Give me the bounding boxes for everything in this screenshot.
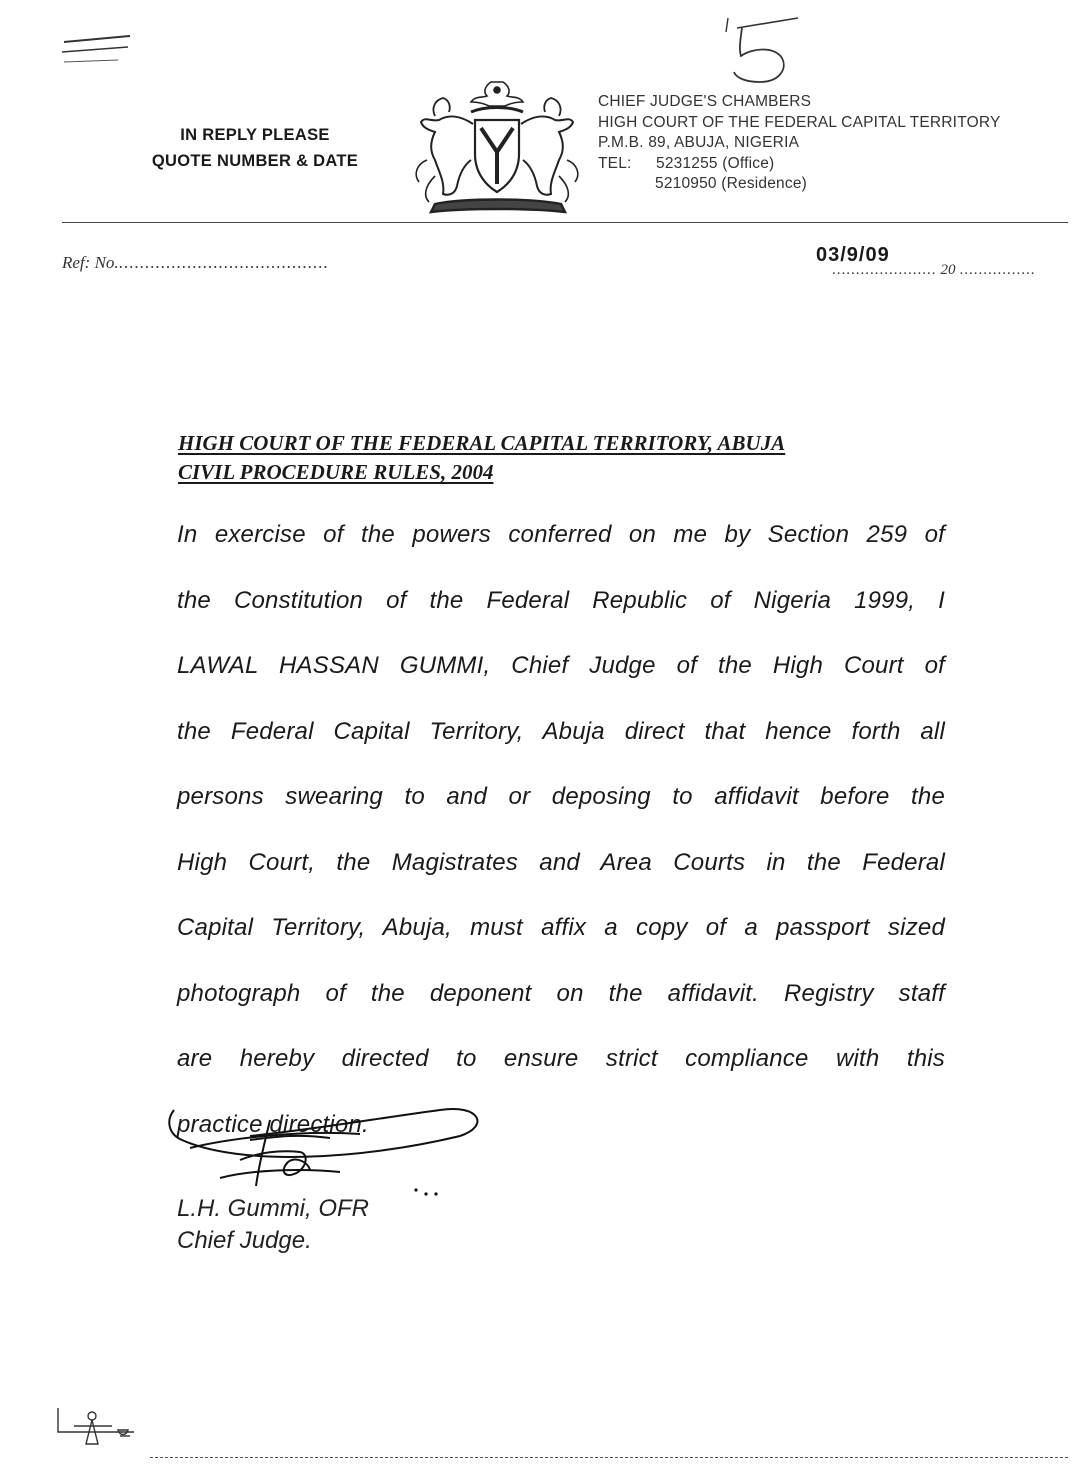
chambers-address [598, 92, 1001, 195]
date-dots: ...................... [832, 262, 937, 278]
telephone-office: 5231255 (Office) [656, 154, 775, 172]
date-line [832, 262, 1036, 279]
telephone-label: TEL: [598, 154, 632, 172]
year-prefix: 20 [940, 262, 956, 278]
year-dots: ................ [959, 262, 1036, 278]
telephone-residence: 5210950 (Residence) [655, 175, 808, 192]
chambers-line-2: HIGH COURT OF THE FEDERAL CAPITAL TERRITORY [598, 113, 1001, 131]
chambers-line-3: P.M.B. 89, ABUJA, NIGERIA [598, 134, 800, 151]
reference-number [62, 253, 329, 273]
body-line: practice direction. [177, 1110, 369, 1138]
reply-line-2: QUOTE NUMBER & DATE [151, 152, 359, 170]
handwritten-signature [160, 1090, 490, 1210]
heading-line-1: HIGH COURT OF THE FEDERAL CAPITAL TERRITORY, ABUJA [178, 431, 786, 455]
reply-line-1: IN REPLY PLEASE [180, 126, 330, 144]
scales-of-justice-icon [54, 1402, 144, 1462]
nigeria-coat-of-arms-icon [405, 76, 590, 221]
body-line: High Court, the Magistrates and Area Courts in the Federal [177, 848, 945, 876]
scan-marks [58, 30, 138, 70]
signatory-block [177, 1193, 369, 1257]
chambers-line-1: CHIEF JUDGE'S CHAMBERS [598, 93, 812, 110]
reference-dots: ........................................ [118, 253, 329, 272]
body-line: are hereby directed to ensure strict compliance with this [177, 1045, 945, 1072]
document-heading [178, 429, 785, 487]
body-line: Capital Territory, Abuja, must affix a copy of a passport sized [177, 914, 945, 941]
body-line: photograph of the deponent on the affidavit. Registry staff [177, 979, 945, 1007]
reference-label: Ref: No. [62, 253, 119, 272]
body-line: persons swearing to and or deposing to affidavit before the [177, 783, 945, 810]
signatory-name: L.H. Gummi, OFR [177, 1195, 370, 1222]
header-divider [62, 222, 1068, 223]
signatory-title: Chief Judge. [177, 1227, 312, 1254]
footer-divider [150, 1457, 1068, 1458]
letter-date: 03/9/09 [816, 244, 890, 266]
reply-instruction [120, 122, 390, 174]
heading-line-2: CIVIL PROCEDURE RULES, 2004 [178, 460, 494, 484]
body-line: the Constitution of the Federal Republic of Nigeria 1999, I [177, 586, 945, 614]
telephone-row [598, 154, 1001, 175]
handwritten-page-number [712, 10, 802, 85]
practice-direction-body [177, 502, 945, 1157]
body-line: In exercise of the powers conferred on me by Section 259 of [177, 521, 945, 548]
body-line: LAWAL HASSAN GUMMI, Chief Judge of the High Court of [177, 652, 945, 679]
body-line: the Federal Capital Territory, Abuja direct that hence forth all [177, 717, 945, 745]
